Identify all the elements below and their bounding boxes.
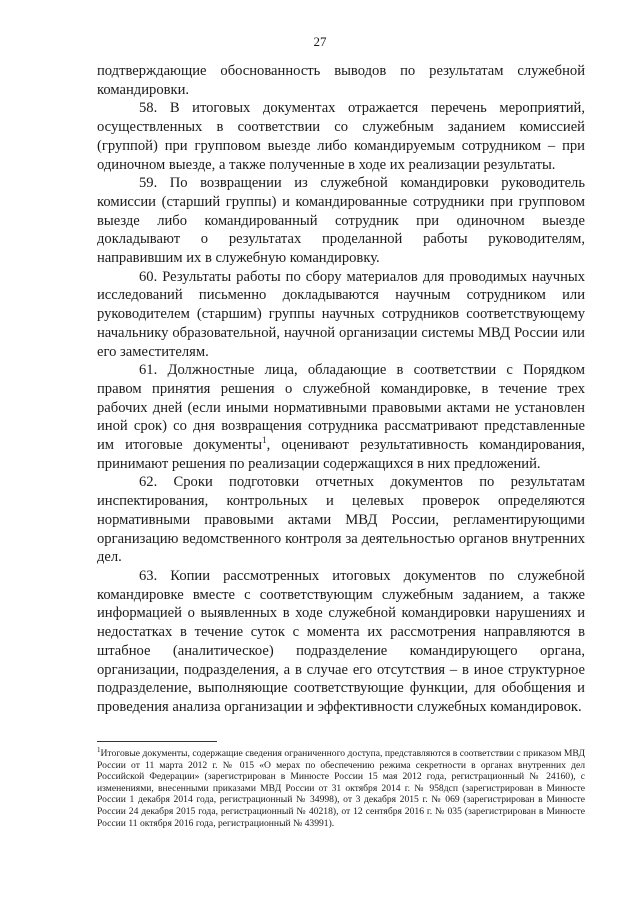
- paragraph-61-text-after: , оценивают результативность командирования, принимают решения по реализации содержащихся в них предложений.: [97, 437, 585, 472]
- paragraph-61: [97, 361, 585, 473]
- paragraph-61-text-before: 61. Должностные лица, обладающие в соответствии с Порядком правом принятия решения о служебной командировке, в течение трех рабочих дней (если иными нормативными правовыми актами не установлен иной срок) со дня возвращения сотрудника рассматривают представленные им итоговые документы: [97, 362, 585, 454]
- footnote: [97, 745, 585, 829]
- paragraph-62: 62. Сроки подготовки отчетных документов по результатам инспектирования, контрольных и целевых проверок определяются нормативными правовыми актами МВД России, регламентирующими организацию ведомственного контроля за деятельностью органов внутренних дел.: [97, 474, 585, 566]
- footnote-divider: [97, 741, 217, 742]
- paragraph-63: 63. Копии рассмотренных итоговых документов по служебной командировке вместе с соответствующим служебным заданием, а также информацией о выявленных в ходе служебной командировки нарушениях и недостатках в течение суток с момента их рассмотрения направляются в штабное (аналитическое) подразделение командирующего органа, организации, подразделения, а в случае его отсутствия – в иное структурное подразделение, выполняющие соответствующие функции, для обобщения и проведения анализа организации и эффективности служебных командировок.: [97, 567, 585, 715]
- paragraph-59: 59. По возвращении из служебной командировки руководитель комиссии (старший группы) и командированные сотрудники при групповом выезде либо командированный сотрудник при одиночном выезде докладывают о результатах проделанной работы руководителям, направившим их в служебную командировку.: [97, 175, 585, 267]
- page-number: 27: [313, 34, 327, 49]
- paragraph-60: 60. Результаты работы по сбору материалов для проводимых научных исследований письменно докладываются научным сотрудником или руководителем (старшим) группы научных сотрудников соответствующему начальнику образовательной, научной организации системы МВД России или его заместителям.: [97, 268, 585, 360]
- document-body: [97, 62, 585, 717]
- paragraph-58: 58. В итоговых документах отражается перечень мероприятий, осуществленных в соответствии со служебным заданием комиссией (группой) при групповом выезде либо командируемым сотрудником – при одиночном выезде, а также полученные в ходе их реализации результаты.: [97, 100, 585, 173]
- footnote-text: Итоговые документы, содержащие сведения ограниченного доступа, представляются в соответствии с приказом МВД России от 11 марта 2012 г. № 015 «О мерах по обеспечению режима секретности в органах внутренних дел Российской Федерации» (зарегистрирован в Минюсте России 15 мая 2012 года, регистрационный № 24160), с изменениями, внесенными приказами МВД России от 31 октября 2014 г. № 958дсп (зарегистрирован в Минюсте России 1 декабря 2014 года, регистрационный № 34998), от 3 декабря 2015 г. № 069 (зарегистрирован в Минюсте России 24 декабря 2015 года, регистрационный № 40218), от 12 сентября 2016 г. № 035 (зарегистрирован в Минюсте России 11 октября 2016 года, регистрационный № 43991).: [97, 748, 585, 829]
- paragraph-continuation: подтверждающие обоснованность выводов по результатам служебной командировки.: [97, 63, 585, 98]
- footnote-marker: 1: [97, 745, 101, 754]
- footnote-reference[interactable]: 1: [262, 435, 267, 446]
